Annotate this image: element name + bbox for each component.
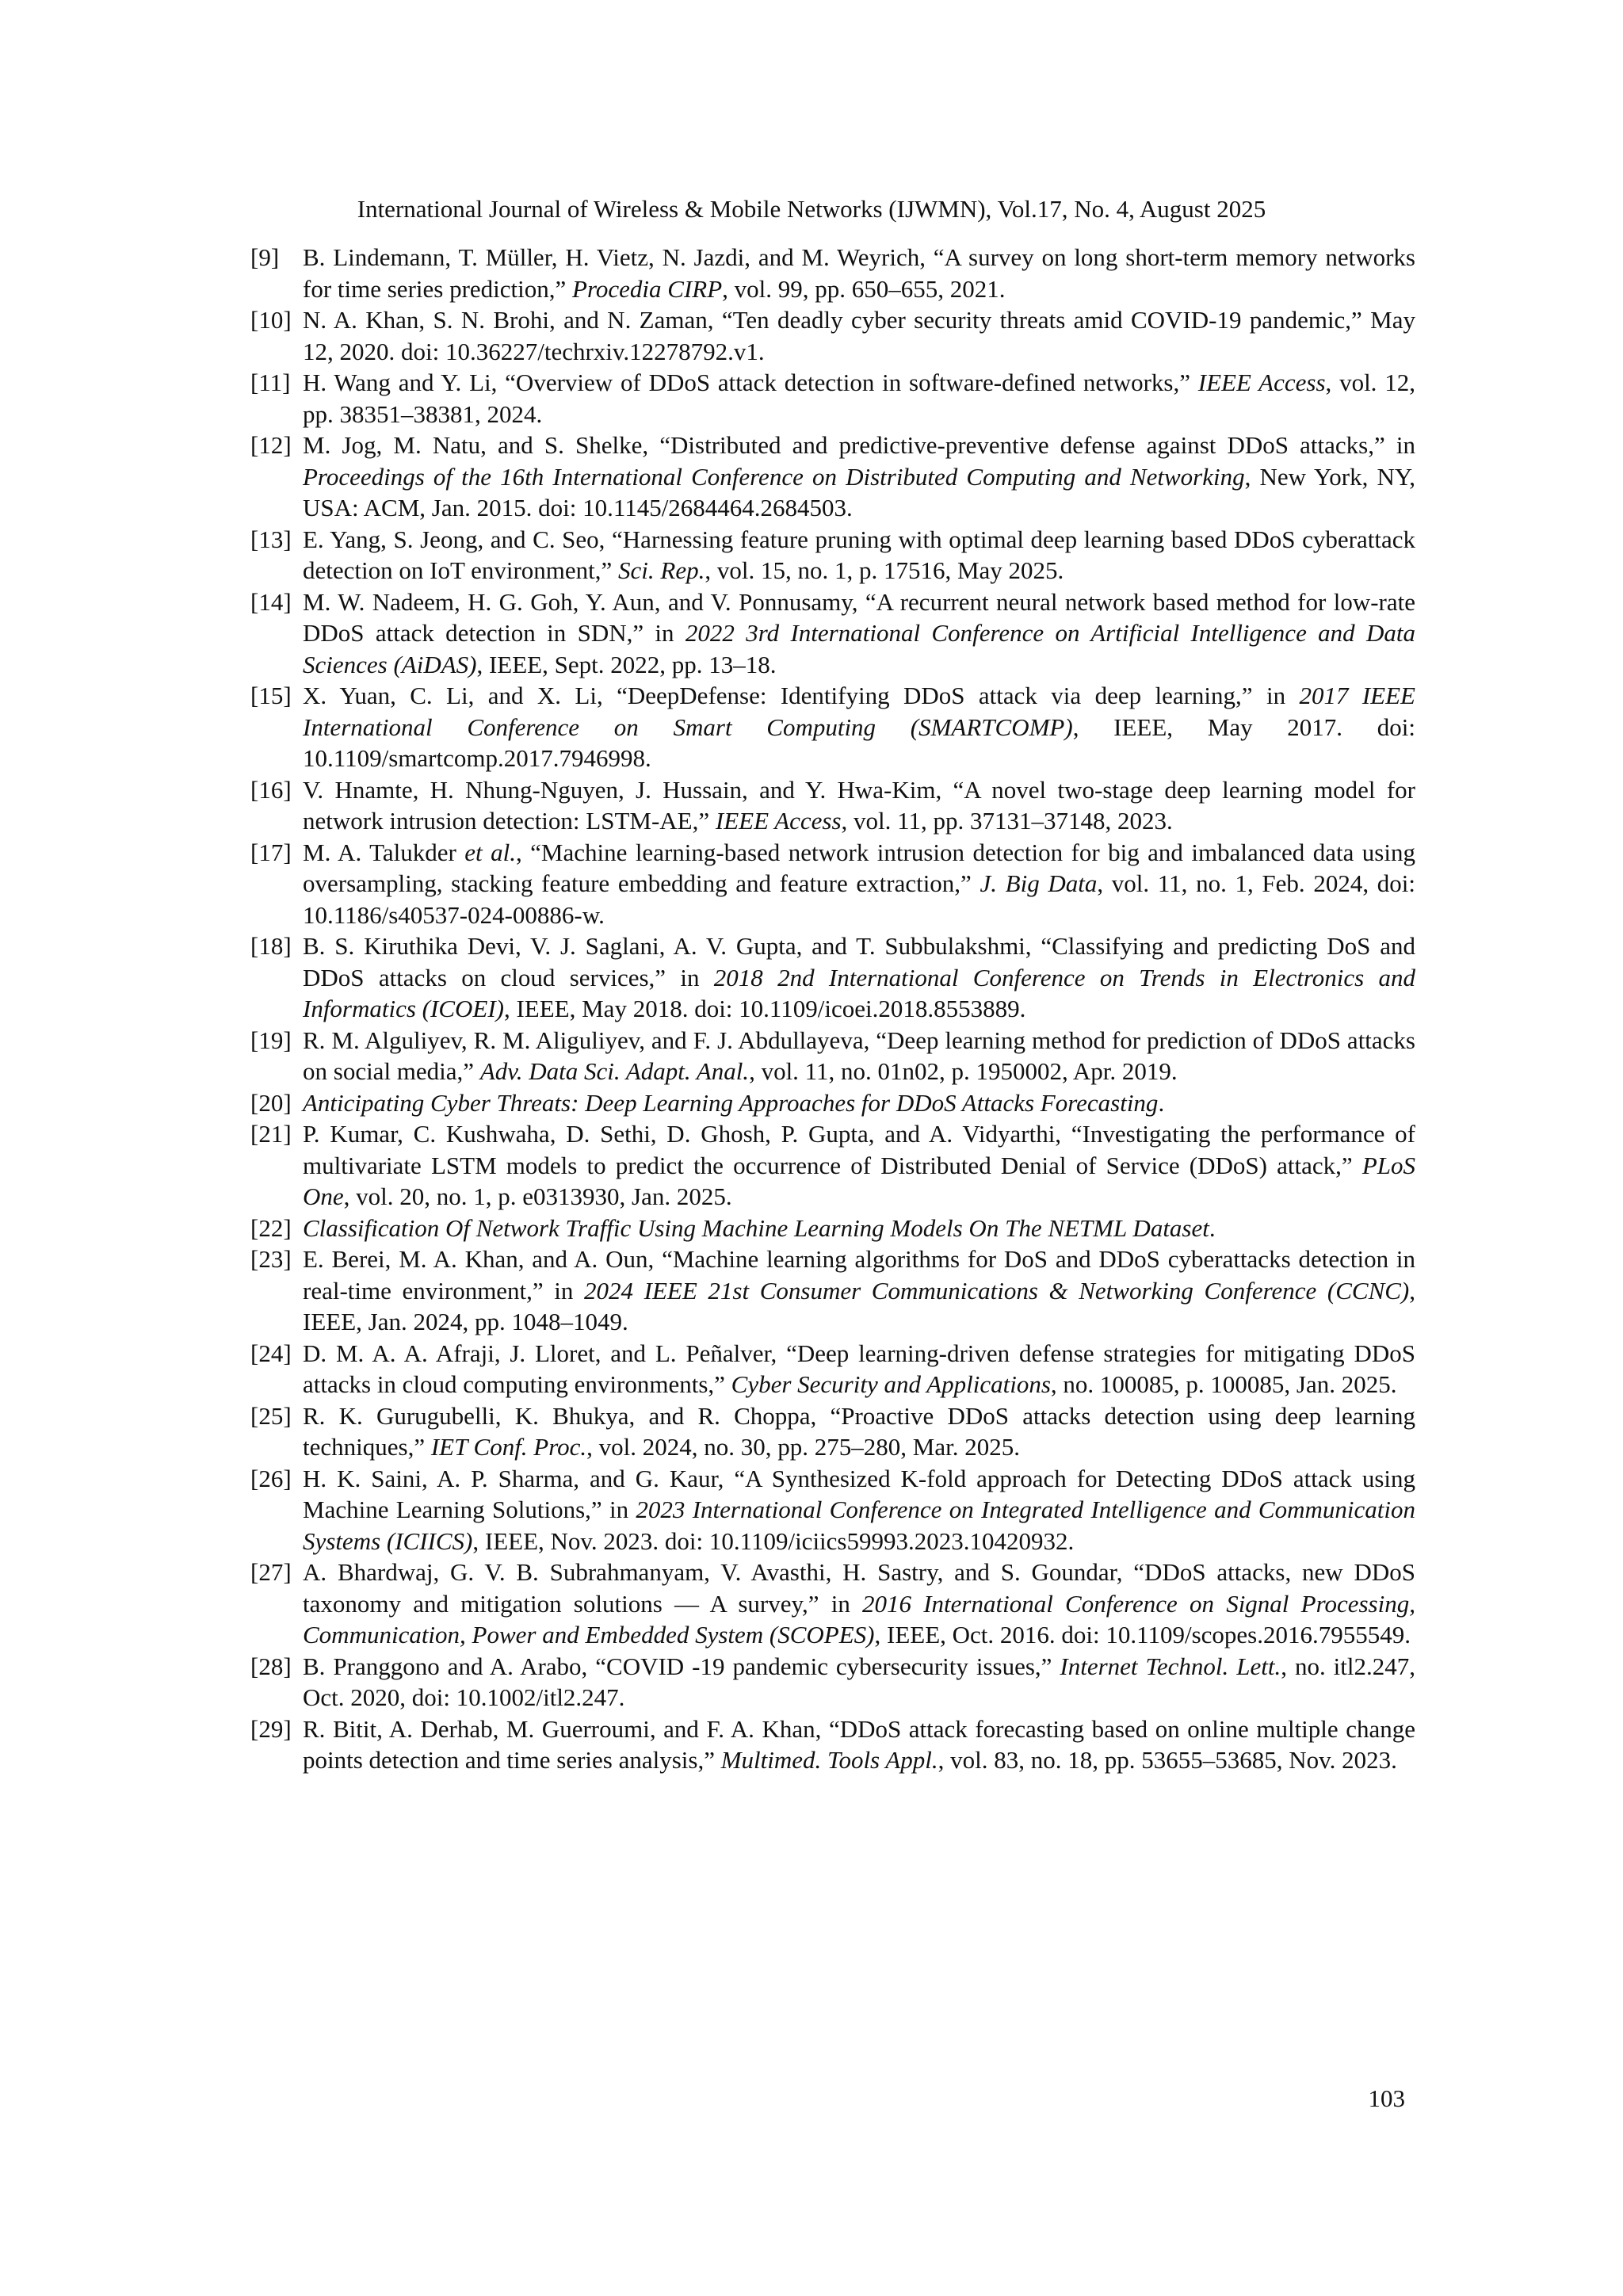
reference-segment: , vol. 11, no. 1, Feb. 2024, doi: 10.1186/s40537-024-00886-w. xyxy=(303,869,1415,929)
reference-text xyxy=(303,1087,1415,1119)
reference-italic-segment: IET Conf. Proc. xyxy=(430,1433,587,1461)
reference-entry xyxy=(250,1118,1415,1213)
reference-entry xyxy=(250,1713,1415,1776)
reference-italic-segment: Classification Of Network Traffic Using Machine Learning Models On The NETML Dataset xyxy=(303,1213,1209,1242)
reference-segment: , “Machine learning-based network intrusion detection for big and imbalanced data using oversampling, stacking feature embedding and feature extraction,” xyxy=(303,838,1415,897)
reference-text xyxy=(303,304,1415,367)
reference-text xyxy=(303,1557,1415,1651)
reference-segment: , vol. 2024, no. 30, pp. 275–280, Mar. 2025. xyxy=(586,1433,1020,1461)
reference-segment: , IEEE, Sept. 2022, pp. 13–18. xyxy=(476,650,777,678)
reference-number: [12] xyxy=(250,431,292,459)
reference-segment: R. M. Alguliyev, R. M. Aliguliyev, and F. J. Abdullayeva, “Deep learning method for prediction of DDoS attacks on social media,” xyxy=(303,1026,1415,1085)
reference-entry xyxy=(250,1463,1415,1557)
reference-entry xyxy=(250,304,1415,367)
reference-entry xyxy=(250,1087,1415,1119)
reference-segment: , IEEE, Nov. 2023. doi: 10.1109/iciics59993.2023.10420932. xyxy=(472,1526,1075,1555)
reference-number: [26] xyxy=(250,1464,292,1492)
reference-italic-segment: Adv. Data Sci. Adapt. Anal. xyxy=(479,1057,750,1085)
reference-italic-segment: Proceedings of the 16th International Conference on Distributed Computing and Networking xyxy=(303,462,1245,491)
reference-number: [27] xyxy=(250,1558,292,1586)
reference-italic-segment: PLoS One xyxy=(303,1151,1415,1210)
reference-text xyxy=(303,367,1415,430)
reference-number: [15] xyxy=(250,682,292,709)
reference-entry xyxy=(250,242,1415,304)
reference-number: [22] xyxy=(250,1213,292,1242)
reference-entry xyxy=(250,680,1415,774)
reference-number: [21] xyxy=(250,1120,292,1148)
reference-text xyxy=(303,680,1415,774)
reference-text xyxy=(303,774,1415,837)
reference-segment: X. Yuan, C. Li, and X. Li, “DeepDefense: Identifying DDoS attack via deep learning,” in xyxy=(303,682,1300,709)
reference-segment: A. Bhardwaj, G. V. B. Subrahmanyam, V. Avasthi, H. Sastry, and S. Goundar, “DDoS attacks, new DDoS taxonomy and mitigation solutions — A survey,” in xyxy=(303,1558,1415,1618)
reference-italic-segment: Sci. Rep. xyxy=(618,556,705,584)
reference-text xyxy=(303,1118,1415,1213)
reference-number: [23] xyxy=(250,1245,292,1273)
reference-segment: , vol. 11, no. 01n02, p. 1950002, Apr. 2019. xyxy=(749,1057,1178,1085)
reference-number: [28] xyxy=(250,1652,292,1680)
reference-entry xyxy=(250,930,1415,1025)
reference-italic-segment: 2016 International Conference on Signal Processing, Communication, Power and Embedded System (SCOPES) xyxy=(303,1589,1415,1648)
reference-italic-segment: Multimed. Tools Appl. xyxy=(720,1746,938,1774)
reference-number: [13] xyxy=(250,525,292,553)
reference-text xyxy=(303,430,1415,524)
reference-number: [10] xyxy=(250,306,292,334)
reference-italic-segment: et al. xyxy=(464,838,516,866)
reference-entry xyxy=(250,1025,1415,1087)
reference-number: [19] xyxy=(250,1026,292,1054)
reference-segment: E. Berei, M. A. Khan, and A. Oun, “Machine learning algorithms for DoS and DDoS cyberattacks detection in real-time environment,” in xyxy=(303,1245,1415,1305)
reference-segment: B. Lindemann, T. Müller, H. Vietz, N. Jazdi, and M. Weyrich, “A survey on long short-term memory networks for time series prediction,” xyxy=(303,243,1415,303)
reference-segment: , vol. 11, pp. 37131–37148, 2023. xyxy=(841,807,1173,835)
reference-text xyxy=(303,1713,1415,1776)
reference-italic-segment: 2023 International Conference on Integrated Intelligence and Communication Systems (ICIICS) xyxy=(303,1496,1415,1555)
reference-segment: , IEEE, May 2018. doi: 10.1109/icoei.2018.8553889. xyxy=(503,995,1026,1022)
reference-segment: . xyxy=(1209,1213,1216,1242)
reference-number: [25] xyxy=(250,1401,292,1430)
reference-segment: , vol. 15, no. 1, p. 17516, May 2025. xyxy=(705,556,1064,584)
reference-segment: B. S. Kiruthika Devi, V. J. Saglani, A. V. Gupta, and T. Subbulakshmi, “Classifying and predicting DoS and DDoS attacks on cloud services,” in xyxy=(303,932,1415,991)
page-number: 103 xyxy=(1368,2084,1405,2112)
reference-entry xyxy=(250,586,1415,681)
reference-italic-segment: Procedia CIRP xyxy=(572,274,723,303)
reference-entry xyxy=(250,524,1415,586)
reference-segment: , New York, NY, USA: ACM, Jan. 2015. doi: 10.1145/2684464.2684503. xyxy=(303,462,1415,521)
reference-number: [9] xyxy=(250,243,280,271)
reference-italic-segment: IEEE Access xyxy=(715,807,842,835)
reference-entry xyxy=(250,774,1415,837)
reference-segment: H. K. Saini, A. P. Sharma, and G. Kaur, “A Synthesized K-fold approach for Detecting DDoS attack using Machine Learning Solutions,” in xyxy=(303,1464,1415,1523)
reference-segment: N. A. Khan, S. N. Brohi, and N. Zaman, “Ten deadly cyber security threats amid COVID-19 pandemic,” May 12, 2020. doi: 10.36227/techrxiv.12278792.v1. xyxy=(303,306,1415,365)
reference-entry xyxy=(250,1557,1415,1651)
reference-italic-segment: Cyber Security and Applications xyxy=(731,1370,1051,1398)
reference-text xyxy=(303,1463,1415,1557)
reference-segment: , vol. 99, pp. 650–655, 2021. xyxy=(722,274,1006,303)
reference-text xyxy=(303,930,1415,1025)
reference-segment: , IEEE, Oct. 2016. doi: 10.1109/scopes.2016.7955549. xyxy=(874,1621,1411,1648)
reference-segment: V. Hnamte, H. Nhung-Nguyen, J. Hussain, and Y. Hwa-Kim, “A novel two-stage deep learning model for network intrusion detection: LSTM-AE,” xyxy=(303,775,1415,835)
reference-text xyxy=(303,1400,1415,1463)
reference-segment: , no. itl2.247, Oct. 2020, doi: 10.1002/itl2.247. xyxy=(303,1652,1416,1711)
reference-entry xyxy=(250,1338,1415,1400)
reference-text xyxy=(303,837,1415,931)
reference-text xyxy=(303,1213,1415,1244)
reference-italic-segment: Anticipating Cyber Threats: Deep Learning Approaches for DDoS Attacks Forecasting xyxy=(303,1088,1159,1117)
reference-segment: P. Kumar, C. Kushwaha, D. Sethi, D. Ghosh, P. Gupta, and A. Vidyarthi, “Investigating the performance of multivariate LSTM models to predict the occurrence of Distributed Denial of Service (DDoS) attack,” xyxy=(303,1120,1415,1179)
reference-italic-segment: J. Big Data xyxy=(980,869,1098,897)
journal-header: International Journal of Wireless & Mobile Networks (IJWMN), Vol.17, No. 4, August 2025 xyxy=(357,195,1266,223)
reference-italic-segment: 2017 IEEE International Conference on Smart Computing (SMARTCOMP) xyxy=(303,682,1415,741)
reference-number: [17] xyxy=(250,838,292,866)
reference-number: [16] xyxy=(250,775,292,804)
reference-text xyxy=(303,586,1415,681)
reference-segment: R. Bitit, A. Derhab, M. Guerroumi, and F. A. Khan, “DDoS attack forecasting based on online multiple change points detection and time series analysis,” xyxy=(303,1714,1415,1774)
reference-entry xyxy=(250,1400,1415,1463)
reference-segment: B. Pranggono and A. Arabo, “COVID -19 pandemic cybersecurity issues,” xyxy=(303,1652,1060,1680)
reference-text xyxy=(303,1651,1415,1713)
reference-text xyxy=(303,524,1415,586)
reference-number: [18] xyxy=(250,932,292,960)
reference-segment: . xyxy=(1158,1088,1165,1117)
reference-entry xyxy=(250,430,1415,524)
reference-text xyxy=(303,242,1415,304)
reference-segment: M. W. Nadeem, H. G. Goh, Y. Aun, and V. Ponnusamy, “A recurrent neural network based method for low-rate DDoS attack detection in SDN,” in xyxy=(303,587,1415,647)
reference-number: [20] xyxy=(250,1088,292,1117)
reference-text xyxy=(303,1244,1415,1338)
reference-entry xyxy=(250,1651,1415,1713)
reference-number: [24] xyxy=(250,1339,292,1367)
reference-segment: , no. 100085, p. 100085, Jan. 2025. xyxy=(1050,1370,1397,1398)
reference-entry xyxy=(250,1213,1415,1244)
reference-segment: M. Jog, M. Natu, and S. Shelke, “Distributed and predictive-preventive defense against DDoS attacks,” in xyxy=(303,431,1415,459)
reference-italic-segment: Internet Technol. Lett. xyxy=(1060,1652,1281,1680)
reference-italic-segment: 2022 3rd International Conference on Artificial Intelligence and Data Sciences (AiDAS) xyxy=(303,619,1415,678)
reference-segment: E. Yang, S. Jeong, and C. Seo, “Harnessing feature pruning with optimal deep learning based DDoS cyberattack detection on IoT environment,” xyxy=(303,525,1415,584)
reference-italic-segment: IEEE Access xyxy=(1197,369,1326,396)
reference-text xyxy=(303,1025,1415,1087)
reference-segment: D. M. A. A. Afraji, J. Lloret, and L. Peñalver, “Deep learning-driven defense strategies for mitigating DDoS attacks in cloud computing environments,” xyxy=(303,1339,1415,1398)
reference-number: [29] xyxy=(250,1714,292,1743)
reference-entry xyxy=(250,367,1415,430)
reference-segment: , vol. 83, no. 18, pp. 53655–53685, Nov. 2023. xyxy=(938,1746,1397,1774)
reference-entry xyxy=(250,1244,1415,1338)
reference-segment: , IEEE, Jan. 2024, pp. 1048–1049. xyxy=(303,1276,1415,1335)
reference-italic-segment: 2024 IEEE 21st Consumer Communications & Networking Conference (CCNC) xyxy=(584,1276,1410,1305)
reference-segment: , IEEE, May 2017. doi: 10.1109/smartcomp.2017.7946998. xyxy=(303,712,1415,772)
reference-segment: , vol. 20, no. 1, p. e0313930, Jan. 2025. xyxy=(343,1182,732,1210)
reference-entry xyxy=(250,837,1415,931)
reference-list xyxy=(250,242,1415,1776)
reference-number: [11] xyxy=(250,369,291,396)
reference-text xyxy=(303,1338,1415,1400)
reference-segment: H. Wang and Y. Li, “Overview of DDoS attack detection in software-defined networks,” xyxy=(303,369,1198,396)
reference-italic-segment: 2018 2nd International Conference on Trends in Electronics and Informatics (ICOEI) xyxy=(303,963,1416,1022)
reference-segment: , vol. 12, pp. 38351–38381, 2024. xyxy=(303,369,1415,428)
reference-number: [14] xyxy=(250,587,292,616)
reference-segment: M. A. Talukder xyxy=(303,838,465,866)
reference-segment: R. K. Gurugubelli, K. Bhukya, and R. Choppa, “Proactive DDoS attacks detection using deep learning techniques,” xyxy=(303,1401,1415,1461)
